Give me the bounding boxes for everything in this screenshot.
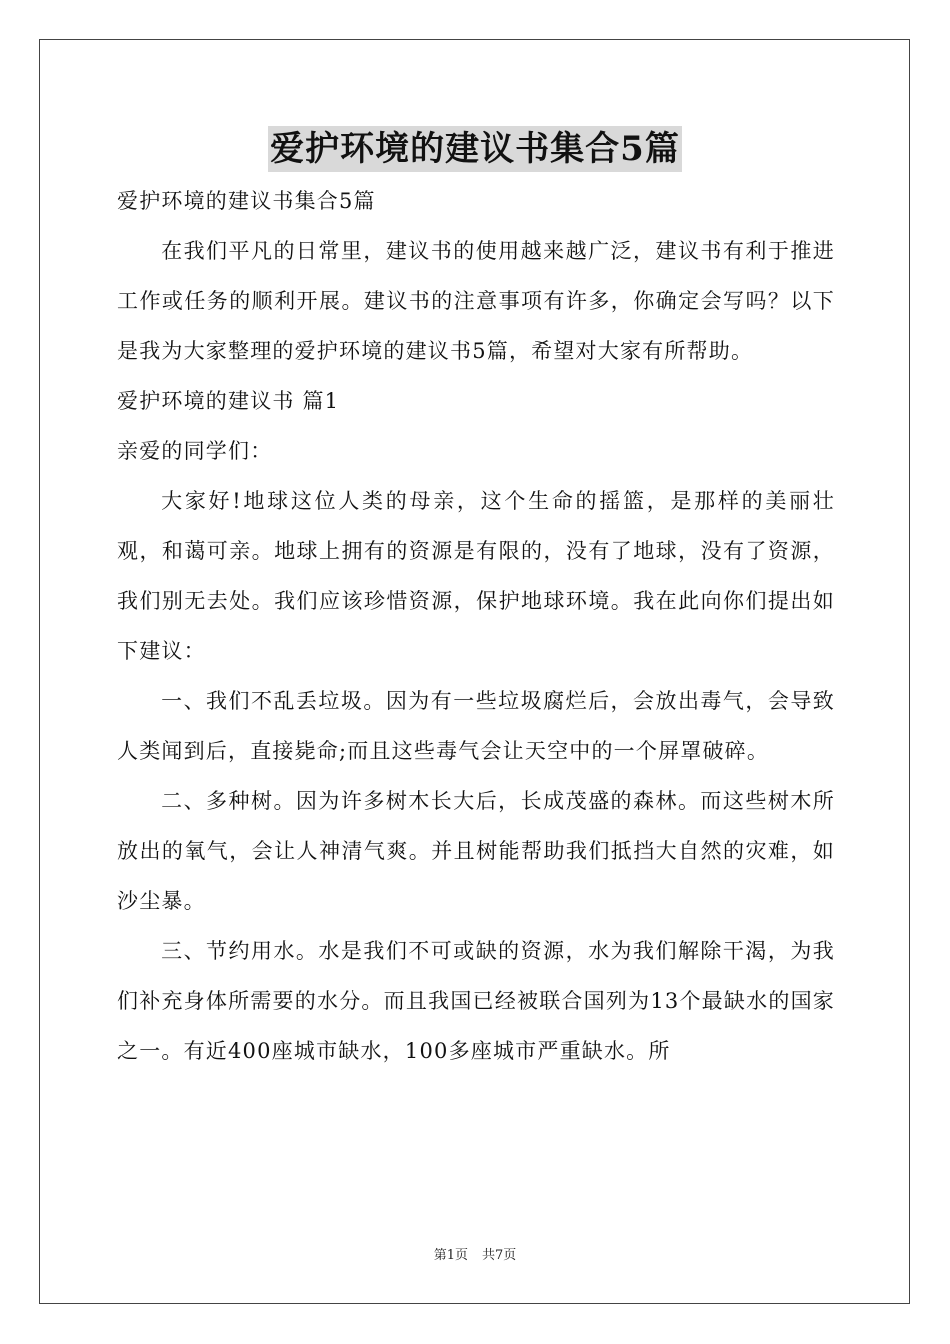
page-total: 共7页 bbox=[482, 1248, 517, 1263]
salutation: 亲爱的同学们： bbox=[117, 439, 273, 463]
paragraph: 二、多种树。因为许多树木长大后，长成茂盛的森林。而这些树木所放出的氧气，会让人神清气爽。并且树能帮助我们抵挡大自然的灾难，如沙尘暴。 bbox=[117, 789, 835, 913]
paragraph: 三、节约用水。水是我们不可或缺的资源，水为我们解除干渴，为我们补充身体所需要的水分。而且我国已经被联合国列为13个最缺水的国家之一。有近400座城市缺水，100多座城市严重缺水。所 bbox=[117, 939, 835, 1063]
document-title: 爱护环境的建议书集合5篇 bbox=[268, 126, 682, 172]
paragraph: 在我们平凡的日常里，建议书的使用越来越广泛，建议书有利于推进工作或任务的顺利开展。建议书的注意事项有许多，你确定会写吗？以下是我为大家整理的爱护环境的建议书5篇，希望对大家有所帮助。 bbox=[117, 239, 835, 363]
document-body bbox=[117, 176, 835, 1076]
paragraph: 大家好!地球这位人类的母亲，这个生命的摇篮，是那样的美丽壮观，和蔼可亲。地球上拥有的资源是有限的，没有了地球，没有了资源，我们别无去处。我们应该珍惜资源，保护地球环境。我在此向你们提出如下建议： bbox=[117, 489, 835, 663]
section-heading: 爱护环境的建议书 篇1 bbox=[117, 389, 340, 413]
paragraph: 爱护环境的建议书集合5篇 bbox=[117, 189, 376, 213]
page-number: 第1页 bbox=[433, 1248, 468, 1263]
paragraph: 一、我们不乱丢垃圾。因为有一些垃圾腐烂后，会放出毒气，会导致人类闻到后，直接毙命;而且这些毒气会让天空中的一个屏罩破碎。 bbox=[117, 689, 835, 763]
page-footer bbox=[0, 1244, 950, 1263]
title-wrap bbox=[0, 126, 950, 172]
